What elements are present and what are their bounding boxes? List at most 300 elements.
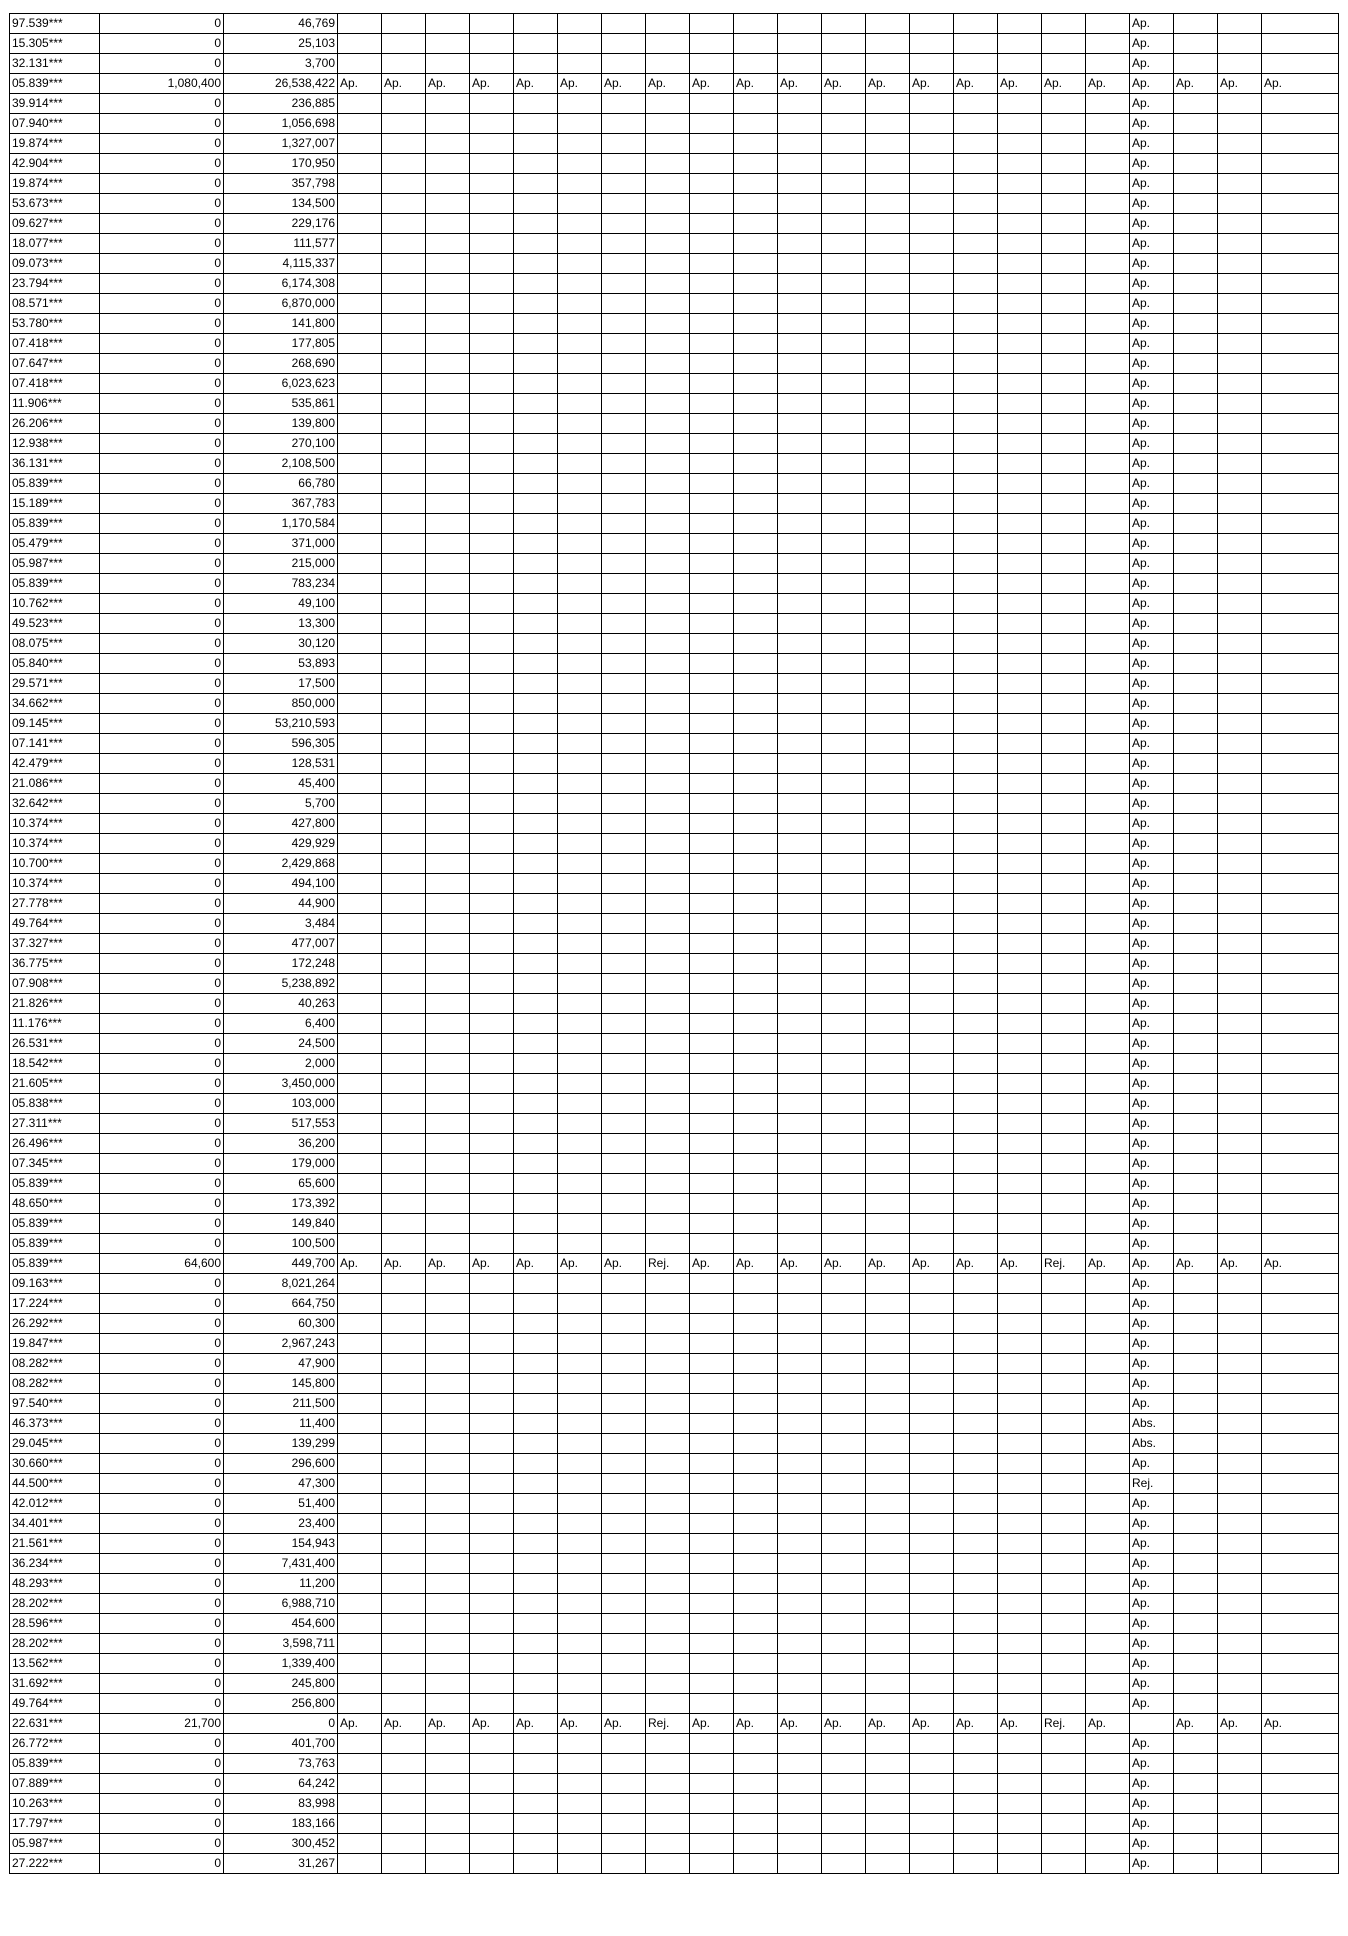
vote-cell[interactable] [778,154,822,174]
vote-cell[interactable] [602,514,646,534]
vote-cell[interactable] [1218,1374,1262,1394]
vote-cell[interactable] [778,894,822,914]
vote-cell[interactable] [910,1834,954,1854]
vote-cell[interactable] [646,114,690,134]
vote-cell[interactable] [1174,554,1218,574]
vote-cell[interactable] [382,754,426,774]
vote-cell[interactable] [954,1354,998,1374]
amount-a-cell[interactable]: 0 [100,1054,224,1074]
vote-cell[interactable] [734,594,778,614]
vote-cell[interactable] [470,1354,514,1374]
vote-cell[interactable]: Ap. [1130,114,1174,134]
vote-cell[interactable] [734,794,778,814]
vote-cell[interactable] [646,1774,690,1794]
vote-cell[interactable] [866,814,910,834]
vote-cell[interactable] [866,734,910,754]
row-id-cell[interactable]: 05.839*** [10,474,100,494]
vote-cell[interactable] [338,1134,382,1154]
vote-cell[interactable] [1042,1434,1086,1454]
amount-b-cell[interactable]: 46,769 [224,14,338,34]
vote-cell[interactable] [338,1514,382,1534]
vote-cell[interactable] [1042,534,1086,554]
vote-cell[interactable] [1174,914,1218,934]
vote-cell[interactable] [1086,794,1130,814]
vote-cell[interactable] [1086,994,1130,1014]
vote-cell[interactable]: Ap. [426,1714,470,1734]
vote-cell[interactable] [470,254,514,274]
vote-cell[interactable] [382,1314,426,1334]
vote-cell[interactable]: Ap. [1130,1774,1174,1794]
vote-cell[interactable] [734,854,778,874]
vote-cell[interactable] [338,774,382,794]
vote-cell[interactable] [426,1754,470,1774]
row-id-cell[interactable]: 42.479*** [10,754,100,774]
vote-cell[interactable] [426,1854,470,1874]
vote-cell[interactable] [1174,534,1218,554]
vote-cell[interactable] [1174,294,1218,314]
vote-cell[interactable] [426,934,470,954]
vote-cell[interactable]: Ap. [1130,254,1174,274]
vote-cell[interactable] [514,694,558,714]
vote-cell[interactable] [338,854,382,874]
vote-cell[interactable] [602,1154,646,1174]
vote-cell[interactable] [998,314,1042,334]
vote-cell[interactable] [778,1394,822,1414]
vote-cell[interactable] [558,1474,602,1494]
vote-cell[interactable] [954,1234,998,1254]
vote-cell[interactable] [998,134,1042,154]
amount-b-cell[interactable]: 6,023,623 [224,374,338,394]
vote-cell[interactable] [558,1534,602,1554]
vote-cell[interactable] [558,1114,602,1134]
vote-cell[interactable] [1174,974,1218,994]
vote-cell[interactable] [470,1034,514,1054]
vote-cell[interactable] [866,1774,910,1794]
vote-cell[interactable] [998,1454,1042,1474]
vote-cell[interactable]: Ap. [1130,1274,1174,1294]
vote-cell[interactable] [954,494,998,514]
vote-cell[interactable]: Ap. [1130,634,1174,654]
vote-cell[interactable] [1218,1594,1262,1614]
vote-cell[interactable] [558,874,602,894]
vote-cell[interactable] [954,974,998,994]
vote-cell[interactable] [734,1494,778,1514]
vote-cell[interactable] [470,914,514,934]
vote-cell[interactable] [778,334,822,354]
row-id-cell[interactable]: 36.234*** [10,1554,100,1574]
vote-cell[interactable]: Ap. [1130,1614,1174,1634]
vote-cell[interactable] [998,1614,1042,1634]
vote-cell[interactable] [338,334,382,354]
vote-cell[interactable] [646,1494,690,1514]
vote-cell[interactable] [822,134,866,154]
row-id-cell[interactable]: 08.282*** [10,1374,100,1394]
vote-cell[interactable] [1042,514,1086,534]
vote-cell[interactable] [1262,1354,1339,1374]
vote-cell[interactable] [514,1634,558,1654]
vote-cell[interactable] [1042,714,1086,734]
vote-cell[interactable] [646,934,690,954]
vote-cell[interactable] [382,1834,426,1854]
vote-cell[interactable] [954,114,998,134]
vote-cell[interactable] [822,194,866,214]
vote-cell[interactable] [646,1274,690,1294]
amount-b-cell[interactable]: 40,263 [224,994,338,1014]
vote-cell[interactable] [558,154,602,174]
vote-cell[interactable] [602,1534,646,1554]
vote-cell[interactable] [998,1334,1042,1354]
amount-a-cell[interactable]: 0 [100,1814,224,1834]
row-id-cell[interactable]: 05.839*** [10,74,100,94]
vote-cell[interactable] [1218,414,1262,434]
vote-cell[interactable] [778,214,822,234]
vote-cell[interactable] [734,1614,778,1634]
vote-cell[interactable] [1042,134,1086,154]
vote-cell[interactable] [822,1054,866,1074]
vote-cell[interactable] [338,234,382,254]
vote-cell[interactable] [646,494,690,514]
row-id-cell[interactable]: 05.839*** [10,1234,100,1254]
vote-cell[interactable] [954,474,998,494]
amount-a-cell[interactable]: 0 [100,1114,224,1134]
vote-cell[interactable] [778,374,822,394]
vote-cell[interactable]: Ap. [1130,514,1174,534]
vote-cell[interactable] [998,1094,1042,1114]
vote-cell[interactable] [382,1034,426,1054]
vote-cell[interactable] [998,1834,1042,1854]
vote-cell[interactable] [866,114,910,134]
vote-cell[interactable] [646,1474,690,1494]
vote-cell[interactable] [470,154,514,174]
vote-cell[interactable] [1042,1034,1086,1054]
vote-cell[interactable] [382,1394,426,1414]
vote-cell[interactable] [646,214,690,234]
vote-cell[interactable] [734,1634,778,1654]
vote-cell[interactable]: Ap. [558,1714,602,1734]
vote-cell[interactable] [426,1474,470,1494]
vote-cell[interactable] [646,1134,690,1154]
vote-cell[interactable] [998,1194,1042,1214]
amount-a-cell[interactable]: 0 [100,1854,224,1874]
vote-cell[interactable] [382,1734,426,1754]
vote-cell[interactable] [514,1754,558,1774]
row-id-cell[interactable]: 48.293*** [10,1574,100,1594]
vote-cell[interactable] [1262,1554,1339,1574]
vote-cell[interactable] [1174,754,1218,774]
vote-cell[interactable] [866,1414,910,1434]
vote-cell[interactable] [338,414,382,434]
vote-cell[interactable] [910,1314,954,1334]
vote-cell[interactable] [558,734,602,754]
vote-cell[interactable] [954,194,998,214]
vote-cell[interactable] [822,894,866,914]
vote-cell[interactable]: Ap. [1086,74,1130,94]
vote-cell[interactable] [910,174,954,194]
row-id-cell[interactable]: 23.794*** [10,274,100,294]
vote-cell[interactable] [602,174,646,194]
vote-cell[interactable] [1086,254,1130,274]
vote-cell[interactable] [734,254,778,274]
vote-cell[interactable] [646,394,690,414]
vote-cell[interactable] [558,174,602,194]
vote-cell[interactable] [778,694,822,714]
vote-cell[interactable] [734,314,778,334]
vote-cell[interactable] [1262,1474,1339,1494]
vote-cell[interactable] [734,1774,778,1794]
vote-cell[interactable] [778,774,822,794]
vote-cell[interactable] [954,534,998,554]
vote-cell[interactable] [338,434,382,454]
vote-cell[interactable] [1174,1374,1218,1394]
vote-cell[interactable] [1086,274,1130,294]
vote-cell[interactable] [1042,1634,1086,1654]
vote-cell[interactable] [998,574,1042,594]
vote-cell[interactable] [338,254,382,274]
vote-cell[interactable] [338,894,382,914]
vote-cell[interactable] [338,134,382,154]
vote-cell[interactable] [514,114,558,134]
vote-cell[interactable] [338,374,382,394]
vote-cell[interactable] [382,654,426,674]
vote-cell[interactable] [1042,1694,1086,1714]
vote-cell[interactable] [778,1294,822,1314]
vote-cell[interactable] [646,834,690,854]
vote-cell[interactable] [646,754,690,774]
vote-cell[interactable] [998,374,1042,394]
vote-cell[interactable]: Ap. [1130,14,1174,34]
vote-cell[interactable] [1218,1134,1262,1154]
vote-cell[interactable] [470,1154,514,1174]
vote-cell[interactable]: Ap. [602,74,646,94]
vote-cell[interactable] [1174,1114,1218,1134]
vote-cell[interactable] [382,414,426,434]
vote-cell[interactable] [470,394,514,414]
vote-cell[interactable] [470,374,514,394]
vote-cell[interactable] [338,534,382,554]
vote-cell[interactable] [1042,1294,1086,1314]
vote-cell[interactable] [1042,1834,1086,1854]
vote-cell[interactable] [778,534,822,554]
vote-cell[interactable] [954,374,998,394]
vote-cell[interactable] [470,1414,514,1434]
vote-cell[interactable] [690,54,734,74]
vote-cell[interactable] [1042,1774,1086,1794]
vote-cell[interactable] [822,154,866,174]
vote-cell[interactable] [954,734,998,754]
vote-cell[interactable] [1262,1154,1339,1174]
vote-cell[interactable] [910,1014,954,1034]
vote-cell[interactable] [1086,174,1130,194]
vote-cell[interactable] [558,114,602,134]
row-id-cell[interactable]: 17.797*** [10,1814,100,1834]
vote-cell[interactable] [558,414,602,434]
vote-cell[interactable]: Ap. [1130,1114,1174,1134]
amount-a-cell[interactable]: 0 [100,694,224,714]
vote-cell[interactable] [382,454,426,474]
vote-cell[interactable] [954,654,998,674]
row-id-cell[interactable]: 27.311*** [10,1114,100,1134]
vote-cell[interactable] [514,1134,558,1154]
vote-cell[interactable] [338,634,382,654]
vote-cell[interactable]: Ap. [1130,1854,1174,1874]
vote-cell[interactable] [954,1674,998,1694]
vote-cell[interactable] [1086,214,1130,234]
amount-a-cell[interactable]: 0 [100,914,224,934]
amount-a-cell[interactable]: 0 [100,614,224,634]
vote-cell[interactable] [778,1654,822,1674]
vote-cell[interactable] [514,574,558,594]
row-id-cell[interactable]: 10.762*** [10,594,100,614]
vote-cell[interactable]: Ap. [1130,1814,1174,1834]
vote-cell[interactable] [1086,94,1130,114]
vote-cell[interactable] [734,434,778,454]
vote-cell[interactable] [998,1114,1042,1134]
vote-cell[interactable] [1174,714,1218,734]
vote-cell[interactable] [1262,1194,1339,1214]
vote-cell[interactable] [382,1374,426,1394]
vote-cell[interactable] [426,1514,470,1534]
vote-cell[interactable] [646,174,690,194]
vote-cell[interactable] [602,314,646,334]
vote-cell[interactable] [646,94,690,114]
vote-cell[interactable]: Ap. [734,1714,778,1734]
vote-cell[interactable] [1218,734,1262,754]
vote-cell[interactable] [558,334,602,354]
vote-cell[interactable] [382,134,426,154]
vote-cell[interactable] [558,694,602,714]
vote-cell[interactable] [602,1334,646,1354]
amount-a-cell[interactable]: 0 [100,774,224,794]
vote-cell[interactable] [690,834,734,854]
vote-cell[interactable] [426,434,470,454]
vote-cell[interactable] [778,654,822,674]
vote-cell[interactable]: Ap. [1130,74,1174,94]
vote-cell[interactable] [602,1734,646,1754]
vote-cell[interactable] [1042,1274,1086,1294]
vote-cell[interactable] [426,1594,470,1614]
vote-cell[interactable] [778,394,822,414]
vote-cell[interactable] [1042,854,1086,874]
vote-cell[interactable] [382,954,426,974]
vote-cell[interactable] [382,294,426,314]
amount-b-cell[interactable]: 215,000 [224,554,338,574]
vote-cell[interactable] [690,1474,734,1494]
vote-cell[interactable]: Ap. [1130,1734,1174,1754]
vote-cell[interactable] [602,1194,646,1214]
vote-cell[interactable] [910,1774,954,1794]
vote-cell[interactable] [954,154,998,174]
vote-cell[interactable] [822,314,866,334]
vote-cell[interactable]: Ap. [822,74,866,94]
vote-cell[interactable] [910,734,954,754]
vote-cell[interactable] [734,1294,778,1314]
amount-a-cell[interactable]: 0 [100,474,224,494]
row-id-cell[interactable]: 05.987*** [10,554,100,574]
vote-cell[interactable] [910,714,954,734]
vote-cell[interactable] [690,1534,734,1554]
vote-cell[interactable] [1218,554,1262,574]
amount-a-cell[interactable]: 0 [100,1514,224,1534]
vote-cell[interactable] [470,934,514,954]
vote-cell[interactable] [734,374,778,394]
vote-cell[interactable] [954,394,998,414]
vote-cell[interactable] [734,834,778,854]
vote-cell[interactable] [514,214,558,234]
vote-cell[interactable] [822,1674,866,1694]
vote-cell[interactable] [690,514,734,534]
amount-b-cell[interactable]: 139,800 [224,414,338,434]
vote-cell[interactable] [822,354,866,374]
vote-cell[interactable] [1086,1594,1130,1614]
vote-cell[interactable] [470,734,514,754]
vote-cell[interactable] [822,554,866,574]
vote-cell[interactable] [778,1274,822,1294]
vote-cell[interactable] [426,1534,470,1554]
row-id-cell[interactable]: 21.561*** [10,1534,100,1554]
vote-cell[interactable] [514,894,558,914]
vote-cell[interactable] [470,514,514,534]
vote-cell[interactable] [602,294,646,314]
vote-cell[interactable] [822,1514,866,1534]
vote-cell[interactable] [426,1154,470,1174]
vote-cell[interactable] [338,34,382,54]
vote-cell[interactable] [690,414,734,434]
vote-cell[interactable] [602,1514,646,1534]
vote-cell[interactable] [1262,674,1339,694]
vote-cell[interactable]: Ap. [954,74,998,94]
vote-cell[interactable] [1086,1494,1130,1514]
vote-cell[interactable] [1262,1734,1339,1754]
vote-cell[interactable] [382,634,426,654]
vote-cell[interactable]: Ap. [338,74,382,94]
vote-cell[interactable] [866,1014,910,1034]
vote-cell[interactable] [470,1494,514,1514]
vote-cell[interactable] [338,734,382,754]
vote-cell[interactable] [690,1854,734,1874]
amount-b-cell[interactable]: 24,500 [224,1034,338,1054]
vote-cell[interactable] [1218,1174,1262,1194]
vote-cell[interactable] [514,1694,558,1714]
row-id-cell[interactable]: 07.889*** [10,1774,100,1794]
vote-cell[interactable] [734,1654,778,1674]
vote-cell[interactable] [910,1474,954,1494]
vote-cell[interactable] [1042,614,1086,634]
vote-cell[interactable] [1086,234,1130,254]
vote-cell[interactable] [734,1034,778,1054]
vote-cell[interactable] [514,1554,558,1574]
vote-cell[interactable]: Ap. [1130,834,1174,854]
row-id-cell[interactable]: 21.086*** [10,774,100,794]
vote-cell[interactable] [998,254,1042,274]
vote-cell[interactable] [910,1194,954,1214]
amount-a-cell[interactable]: 0 [100,1534,224,1554]
vote-cell[interactable] [514,1294,558,1314]
amount-a-cell[interactable]: 0 [100,714,224,734]
vote-cell[interactable] [866,954,910,974]
vote-cell[interactable] [1218,1354,1262,1374]
vote-cell[interactable]: Ap. [1130,1254,1174,1274]
vote-cell[interactable] [866,1194,910,1214]
vote-cell[interactable] [558,554,602,574]
amount-b-cell[interactable]: 45,400 [224,774,338,794]
vote-cell[interactable] [734,214,778,234]
vote-cell[interactable] [822,1494,866,1514]
vote-cell[interactable] [778,1154,822,1174]
vote-cell[interactable] [1262,54,1339,74]
vote-cell[interactable] [734,614,778,634]
vote-cell[interactable] [822,1614,866,1634]
vote-cell[interactable]: Ap. [1262,1254,1339,1274]
